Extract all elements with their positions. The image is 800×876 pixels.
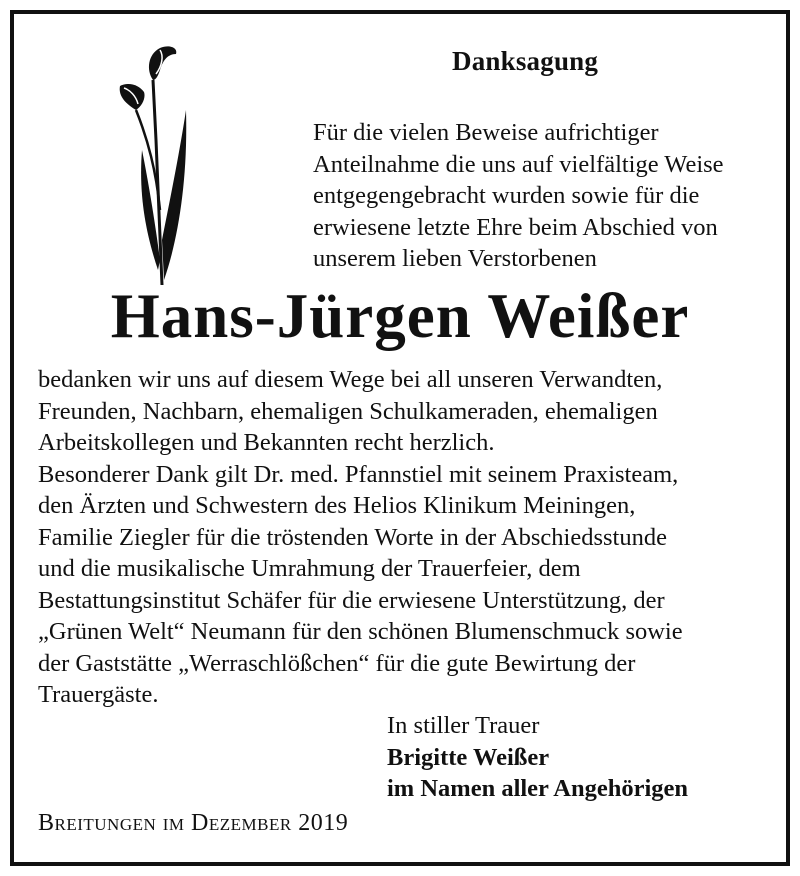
body-line: und die musikalische Umrahmung der Trauerfeier, dem — [38, 555, 581, 582]
body-line: den Ärzten und Schwestern des Helios Klinikum Meiningen, — [38, 492, 636, 519]
signature-line: In stiller Trauer — [387, 712, 540, 739]
body-line: Familie Ziegler für die tröstenden Worte in der Abschiedsstunde — [38, 523, 667, 551]
intro-line: erwiesene letzte Ehre beim Abschied von — [313, 213, 718, 241]
intro-line: unserem lieben Verstorbenen — [313, 245, 597, 272]
signature-relatives: im Namen aller Angehörigen — [387, 775, 689, 802]
deceased-name: Hans-Jürgen Weißer — [110, 281, 690, 351]
body-line: Besonderer Dank gilt Dr. med. Pfannstiel mit seinem Praxisteam, — [38, 460, 679, 488]
signature-name: Brigitte Weißer — [387, 743, 550, 771]
intro-line: entgegengebracht wurden sowie für die — [313, 182, 700, 209]
heading: Danksagung — [452, 46, 599, 76]
body-line: Bestattungsinstitut Schäfer für die erwiesene Unterstützung, der — [38, 586, 665, 614]
intro-line: Für die vielen Beweise aufrichtiger — [313, 119, 659, 146]
body-line: bedanken wir uns auf diesem Wege bei all unseren Verwandten, — [38, 366, 663, 393]
signature-block — [387, 710, 688, 805]
body-line: der Gaststätte „Werraschlößchen“ für die gute Bewirtung der — [38, 649, 636, 677]
intro-text — [313, 117, 773, 275]
body-line: „Grünen Welt“ Neumann für den schönen Blumenschmuck sowie — [38, 618, 683, 645]
place-date: Breitungen im Dezember 2019 — [38, 810, 349, 836]
body-line: Trauergäste. — [38, 681, 159, 708]
body-line: Arbeitskollegen und Bekannten recht herzlich. — [38, 429, 495, 456]
body-text — [38, 364, 778, 711]
intro-line: Anteilnahme die uns auf vielfältige Weise — [313, 150, 724, 178]
body-line: Freunden, Nachbarn, ehemaligen Schulkameraden, ehemaligen — [38, 397, 658, 425]
calla-lily-icon — [108, 40, 198, 290]
